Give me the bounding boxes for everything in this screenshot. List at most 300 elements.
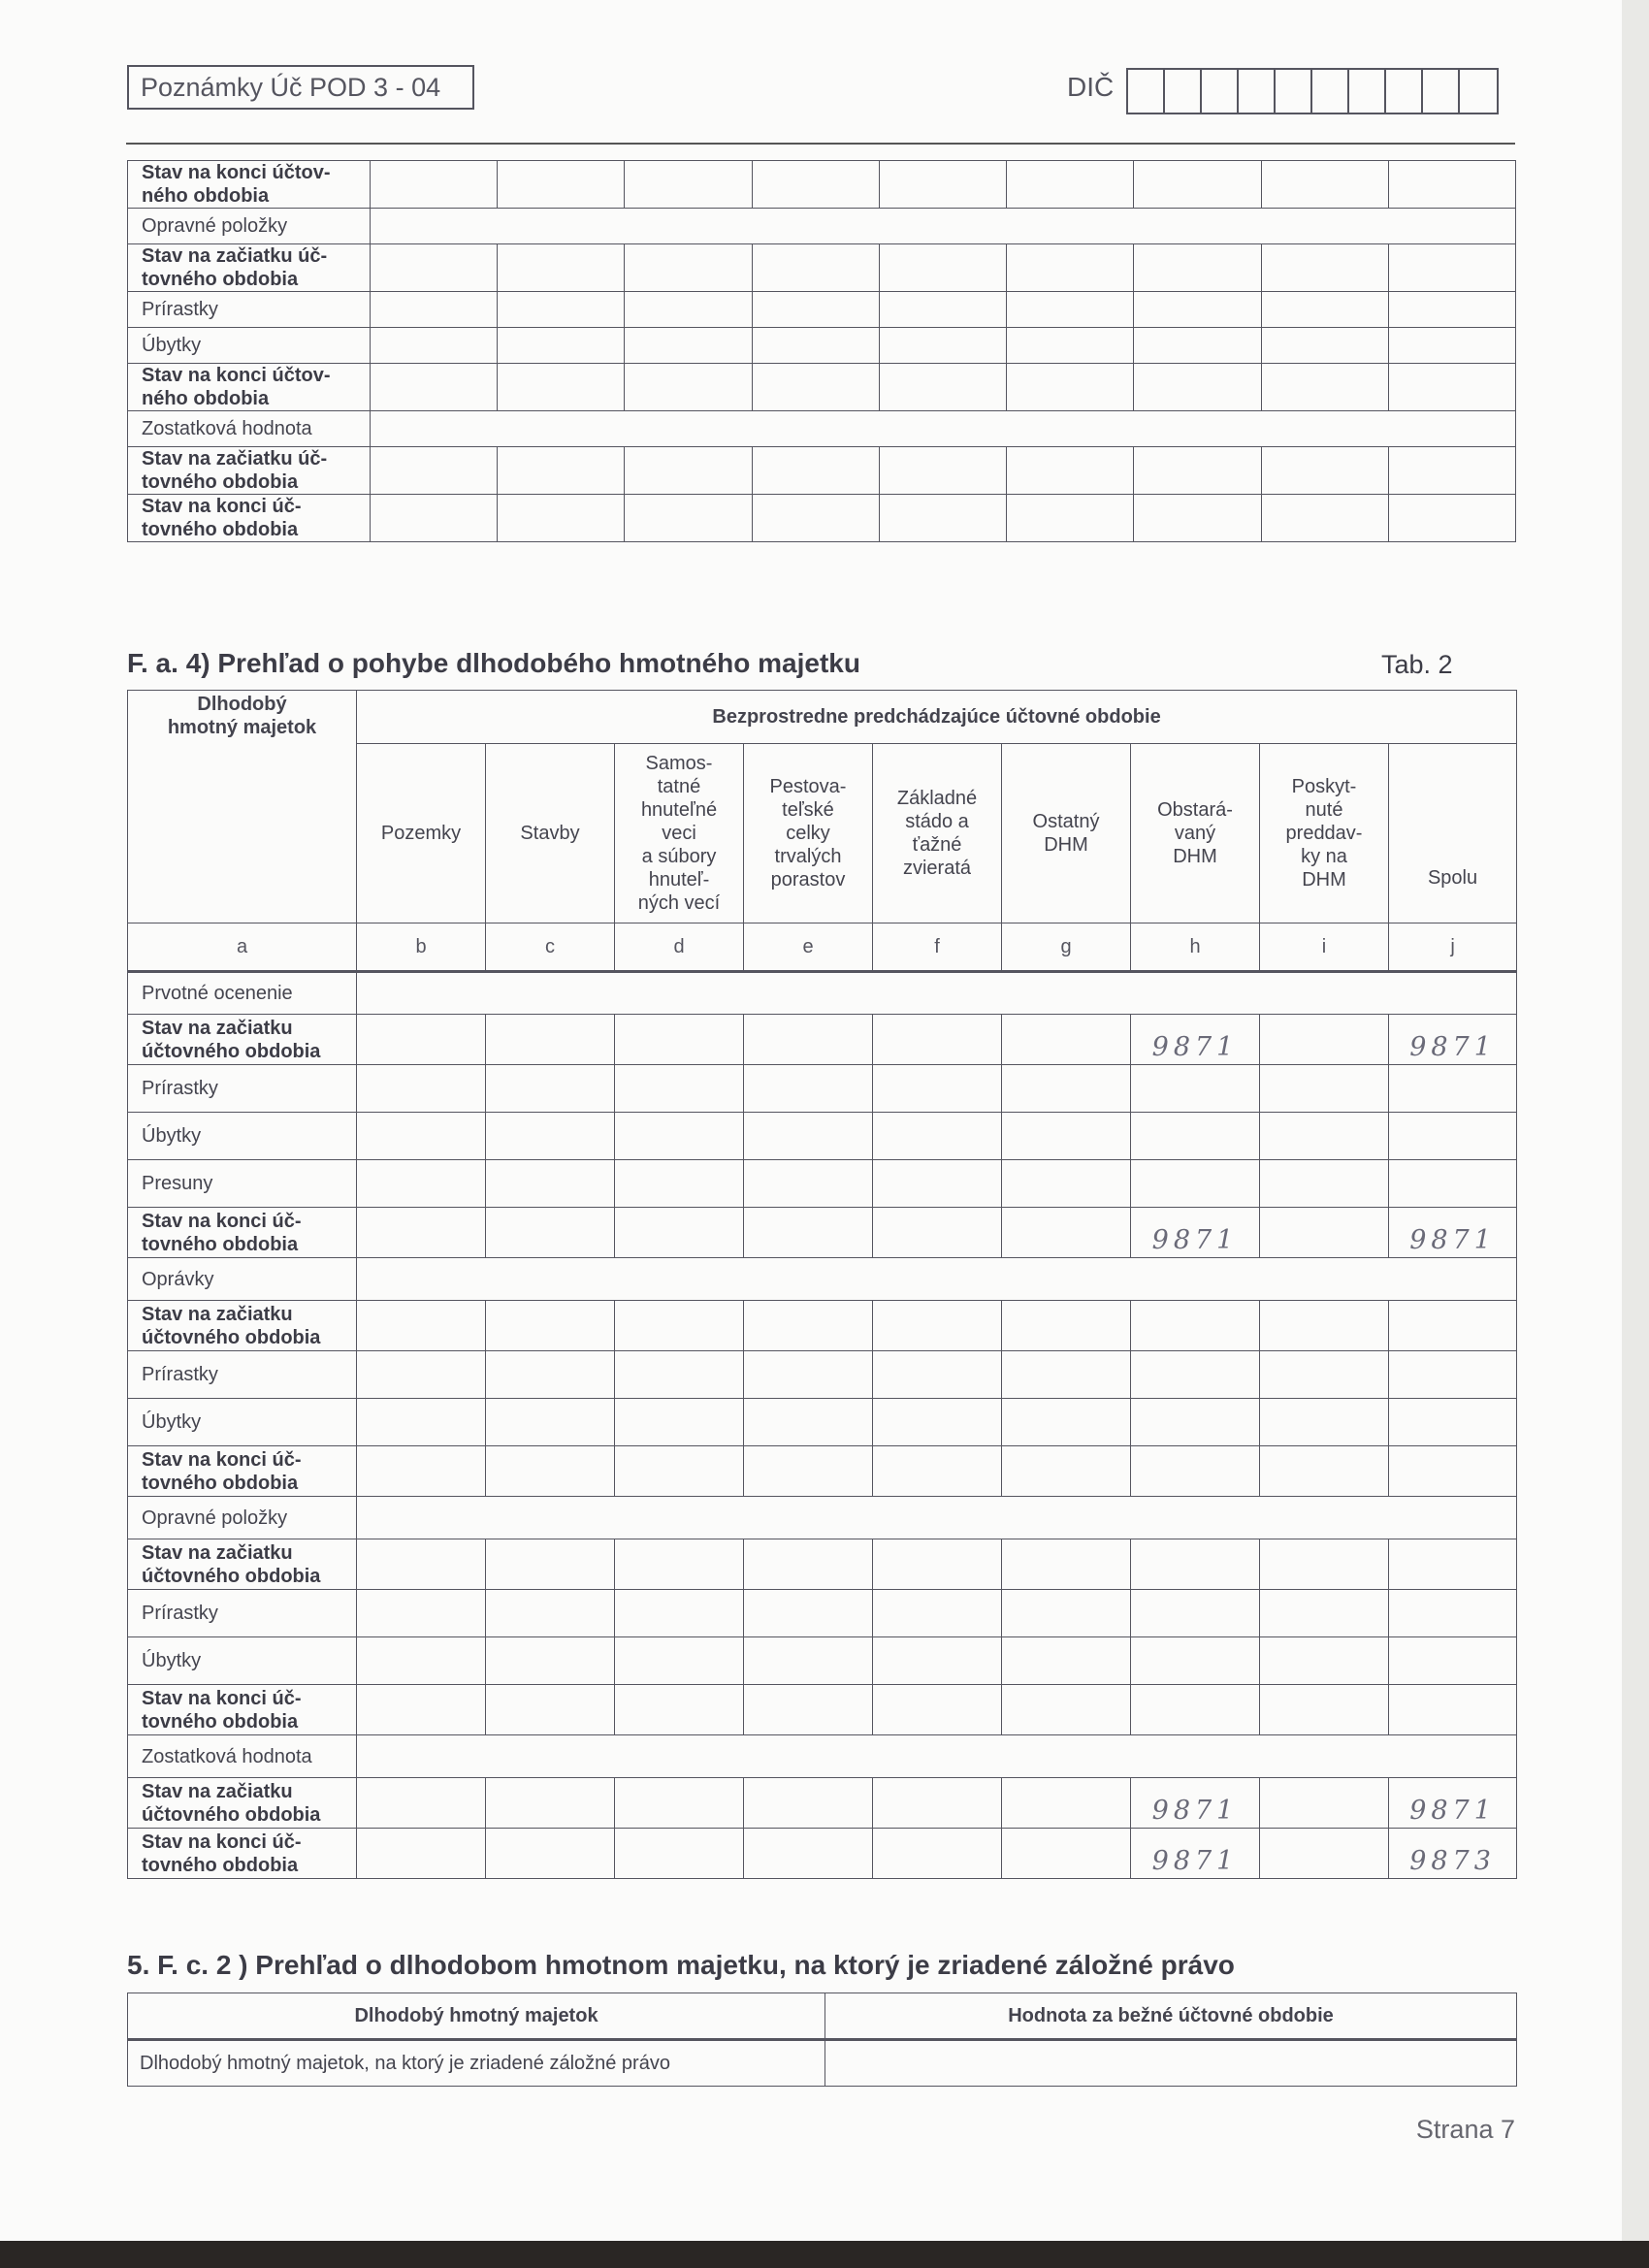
top-table-row: [128, 292, 1516, 328]
value-cell-e[interactable]: [744, 1590, 873, 1637]
value-cell-d[interactable]: [615, 1065, 744, 1113]
value-cell-d[interactable]: [615, 1399, 744, 1446]
column-letter: j: [1389, 923, 1517, 972]
value-cell[interactable]: [625, 161, 752, 209]
row-label: Stav na konci úč- tovného obdobia: [128, 1685, 357, 1735]
value-cell-j[interactable]: [1389, 1160, 1517, 1208]
section-spacer: [371, 209, 1516, 244]
top-table-row: [128, 244, 1516, 292]
value-cell-b[interactable]: [357, 1539, 486, 1590]
value-cell[interactable]: [625, 328, 752, 364]
value-cell-c[interactable]: [486, 1399, 615, 1446]
dic-digit-box[interactable]: [1460, 70, 1497, 113]
scan-bottom-edge: [0, 2241, 1649, 2268]
value-cell-j[interactable]: 9873: [1389, 1829, 1517, 1879]
value-cell-j[interactable]: [1389, 1351, 1517, 1399]
row-label: Úbytky: [128, 1113, 357, 1160]
value-cell[interactable]: [1388, 447, 1515, 495]
value-cell-e[interactable]: [744, 1685, 873, 1735]
value-cell-b[interactable]: [357, 1351, 486, 1399]
value-cell-c[interactable]: [486, 1351, 615, 1399]
value-cell-h[interactable]: 9871: [1131, 1015, 1260, 1065]
value-cell[interactable]: [1007, 292, 1134, 328]
value-cell-h[interactable]: [1131, 1351, 1260, 1399]
column-letter: e: [744, 923, 873, 972]
column-letter: g: [1002, 923, 1131, 972]
value-cell[interactable]: [1388, 244, 1515, 292]
value-cell[interactable]: [752, 364, 879, 411]
value-cell-i[interactable]: [1260, 1446, 1389, 1497]
value-cell[interactable]: [1261, 364, 1388, 411]
value-cell[interactable]: [1007, 161, 1134, 209]
row-label: Stav na začiatku úč- tovného obdobia: [128, 447, 371, 495]
value-cell-h[interactable]: 9871: [1131, 1208, 1260, 1258]
value-cell-g[interactable]: [1002, 1301, 1131, 1351]
dic-digit-box[interactable]: [1276, 70, 1312, 113]
row-label: Prírastky: [128, 1590, 357, 1637]
value-cell-j[interactable]: [1389, 1446, 1517, 1497]
value-cell-g[interactable]: [1002, 1351, 1131, 1399]
value-cell-d[interactable]: [615, 1778, 744, 1829]
tab2-row: [128, 1065, 1517, 1113]
tab5-col1-header: Dlhodobý hmotný majetok: [128, 1993, 825, 2040]
column-header: Stavby: [486, 744, 615, 923]
value-cell-h[interactable]: [1131, 1065, 1260, 1113]
value-cell-d[interactable]: [615, 1446, 744, 1497]
value-cell-i[interactable]: [1260, 1539, 1389, 1590]
tab2-row: [128, 1208, 1517, 1258]
value-cell[interactable]: [752, 447, 879, 495]
value-cell[interactable]: [371, 292, 498, 328]
value-cell-j[interactable]: 9871: [1389, 1015, 1517, 1065]
value-cell-c[interactable]: [486, 1160, 615, 1208]
value-cell[interactable]: [1007, 447, 1134, 495]
value-cell-f[interactable]: [873, 1301, 1002, 1351]
value-cell[interactable]: [371, 364, 498, 411]
value-cell[interactable]: [1388, 292, 1515, 328]
row-label: Úbytky: [128, 1637, 357, 1685]
value-cell-b[interactable]: [357, 1685, 486, 1735]
value-cell-h[interactable]: [1131, 1160, 1260, 1208]
value-cell[interactable]: [1134, 244, 1261, 292]
section-spacer: [371, 411, 1516, 447]
dic-digit-box[interactable]: [1165, 70, 1202, 113]
top-table-row: [128, 447, 1516, 495]
value-cell[interactable]: [1134, 447, 1261, 495]
value-cell-b[interactable]: [357, 1160, 486, 1208]
column-letter: f: [873, 923, 1002, 972]
value-cell-i[interactable]: [1260, 1015, 1389, 1065]
row-label: Presuny: [128, 1160, 357, 1208]
value-cell-f[interactable]: [873, 1399, 1002, 1446]
value-cell-i[interactable]: [1260, 1778, 1389, 1829]
row-label: Prírastky: [128, 1351, 357, 1399]
value-cell[interactable]: [371, 447, 498, 495]
value-cell[interactable]: [371, 328, 498, 364]
value-cell-d[interactable]: [615, 1351, 744, 1399]
value-cell-f[interactable]: [873, 1539, 1002, 1590]
top-table-row: [128, 328, 1516, 364]
tab5-row-value[interactable]: [825, 2040, 1517, 2087]
tab2-row: [128, 1590, 1517, 1637]
row-label: Zostatková hodnota: [128, 1735, 357, 1778]
value-cell-j[interactable]: [1389, 1590, 1517, 1637]
value-cell-b[interactable]: [357, 1637, 486, 1685]
tab2-row: [128, 1778, 1517, 1829]
value-cell-b[interactable]: [357, 1015, 486, 1065]
value-cell[interactable]: [498, 495, 625, 542]
top-table-row: [128, 209, 1516, 244]
value-cell-c[interactable]: [486, 1829, 615, 1879]
value-cell-j[interactable]: [1389, 1065, 1517, 1113]
value-cell-e[interactable]: [744, 1160, 873, 1208]
value-cell-g[interactable]: [1002, 1160, 1131, 1208]
value-cell-f[interactable]: [873, 1637, 1002, 1685]
dic-digit-box[interactable]: [1386, 70, 1423, 113]
value-cell-e[interactable]: [744, 1829, 873, 1879]
tab2-row: [128, 1446, 1517, 1497]
value-cell[interactable]: [498, 161, 625, 209]
corner-header: [128, 691, 357, 923]
value-cell-e[interactable]: [744, 1351, 873, 1399]
value-cell-h[interactable]: [1131, 1637, 1260, 1685]
value-cell-e[interactable]: [744, 1113, 873, 1160]
row-label: Stav na konci účtov- ného obdobia: [128, 161, 371, 209]
value-cell-d[interactable]: [615, 1637, 744, 1685]
tab2-row: [128, 1301, 1517, 1351]
period-header: Bezprostredne predchádzajúce účtovné obdobie: [357, 691, 1517, 744]
dic-label: DIČ: [1067, 72, 1115, 102]
value-cell-h[interactable]: [1131, 1685, 1260, 1735]
value-cell-b[interactable]: [357, 1590, 486, 1637]
value-cell-e[interactable]: [744, 1446, 873, 1497]
value-cell-i[interactable]: [1260, 1637, 1389, 1685]
value-cell-c[interactable]: [486, 1446, 615, 1497]
value-cell[interactable]: [498, 244, 625, 292]
value-cell-e[interactable]: [744, 1637, 873, 1685]
value-cell-h[interactable]: [1131, 1113, 1260, 1160]
row-label: Stav na konci úč- tovného obdobia: [128, 1829, 357, 1879]
value-cell[interactable]: [1388, 495, 1515, 542]
row-label: Stav na začiatku účtovného obdobia: [128, 1778, 357, 1829]
value-cell-g[interactable]: [1002, 1637, 1131, 1685]
column-header: Samos- tatné hnuteľné veci a súbory hnuteľ- ných vecí: [615, 744, 744, 923]
section-spacer: [357, 1497, 1517, 1539]
value-cell-j[interactable]: [1389, 1685, 1517, 1735]
value-cell-h[interactable]: [1131, 1399, 1260, 1446]
section-spacer: [357, 972, 1517, 1015]
value-cell-f[interactable]: [873, 1351, 1002, 1399]
value-cell-b[interactable]: [357, 1208, 486, 1258]
value-cell[interactable]: [752, 292, 879, 328]
value-cell-c[interactable]: [486, 1590, 615, 1637]
tab2-row: [128, 1258, 1517, 1301]
row-label: Stav na začiatku úč- tovného obdobia: [128, 244, 371, 292]
value-cell-g[interactable]: [1002, 1778, 1131, 1829]
column-letter: c: [486, 923, 615, 972]
value-cell-e[interactable]: [744, 1301, 873, 1351]
value-cell[interactable]: [1261, 292, 1388, 328]
tab2-row: [128, 1497, 1517, 1539]
top-table-row: [128, 364, 1516, 411]
column-header: Základné stádo a ťažné zvieratá: [873, 744, 1002, 923]
row-label: Stav na konci úč- tovného obdobia: [128, 495, 371, 542]
value-cell-i[interactable]: [1260, 1160, 1389, 1208]
value-cell[interactable]: [879, 364, 1006, 411]
value-cell[interactable]: [879, 447, 1006, 495]
value-cell[interactable]: [752, 161, 879, 209]
value-cell-d[interactable]: [615, 1113, 744, 1160]
row-label: Stav na konci účtov- ného obdobia: [128, 364, 371, 411]
value-cell[interactable]: [371, 244, 498, 292]
value-cell[interactable]: [625, 364, 752, 411]
value-cell[interactable]: [1007, 364, 1134, 411]
value-cell[interactable]: [625, 292, 752, 328]
value-cell-h[interactable]: 9871: [1131, 1778, 1260, 1829]
top-table: [127, 160, 1516, 542]
value-cell[interactable]: [1007, 495, 1134, 542]
value-cell[interactable]: [1134, 495, 1261, 542]
form-label-box: [127, 65, 474, 110]
value-cell-f[interactable]: [873, 1590, 1002, 1637]
value-cell-g[interactable]: [1002, 1539, 1131, 1590]
tab2-row: [128, 972, 1517, 1015]
value-cell[interactable]: [1134, 364, 1261, 411]
header-divider: [126, 143, 1515, 145]
value-cell-g[interactable]: [1002, 1685, 1131, 1735]
value-cell[interactable]: [1261, 161, 1388, 209]
value-cell-h[interactable]: [1131, 1446, 1260, 1497]
value-cell-f[interactable]: [873, 1160, 1002, 1208]
tab2-row: [128, 1539, 1517, 1590]
value-cell-c[interactable]: [486, 1539, 615, 1590]
value-cell[interactable]: [752, 495, 879, 542]
column-header: Obstará- vaný DHM: [1131, 744, 1260, 923]
value-cell-d[interactable]: [615, 1685, 744, 1735]
tab2-row: [128, 1399, 1517, 1446]
column-letter: h: [1131, 923, 1260, 972]
value-cell-h[interactable]: [1131, 1590, 1260, 1637]
row-label: Opravné položky: [128, 209, 371, 244]
value-cell-f[interactable]: [873, 1113, 1002, 1160]
value-cell[interactable]: [1261, 244, 1388, 292]
row-label: Prírastky: [128, 292, 371, 328]
value-cell-h[interactable]: 9871: [1131, 1829, 1260, 1879]
value-cell-i[interactable]: [1260, 1065, 1389, 1113]
value-cell-i[interactable]: [1260, 1829, 1389, 1879]
value-cell[interactable]: [498, 292, 625, 328]
value-cell-c[interactable]: [486, 1685, 615, 1735]
dic-digit-box[interactable]: [1239, 70, 1276, 113]
row-label: Prvotné ocenenie: [128, 972, 357, 1015]
value-cell-g[interactable]: [1002, 1113, 1131, 1160]
value-cell-g[interactable]: [1002, 1399, 1131, 1446]
column-letter: a: [128, 923, 357, 972]
value-cell-c[interactable]: [486, 1301, 615, 1351]
value-cell[interactable]: [625, 244, 752, 292]
value-cell[interactable]: [371, 495, 498, 542]
value-cell-f[interactable]: [873, 1685, 1002, 1735]
value-cell-c[interactable]: [486, 1208, 615, 1258]
value-cell-i[interactable]: [1260, 1399, 1389, 1446]
value-cell-j[interactable]: [1389, 1539, 1517, 1590]
value-cell-g[interactable]: [1002, 1208, 1131, 1258]
dic-digit-box[interactable]: [1423, 70, 1460, 113]
value-cell-f[interactable]: [873, 1778, 1002, 1829]
value-cell[interactable]: [625, 495, 752, 542]
value-cell-h[interactable]: [1131, 1539, 1260, 1590]
value-cell-f[interactable]: [873, 1829, 1002, 1879]
value-cell-f[interactable]: [873, 1065, 1002, 1113]
value-cell-e[interactable]: [744, 1539, 873, 1590]
value-cell-i[interactable]: [1260, 1590, 1389, 1637]
value-cell-j[interactable]: [1389, 1113, 1517, 1160]
value-cell[interactable]: [1134, 292, 1261, 328]
value-cell-i[interactable]: [1260, 1685, 1389, 1735]
value-cell[interactable]: [752, 328, 879, 364]
tab2-row: [128, 1829, 1517, 1879]
value-cell-d[interactable]: [615, 1015, 744, 1065]
corner-header-text: Dlhodobý hmotný majetok: [167, 694, 317, 738]
value-cell-i[interactable]: [1260, 1113, 1389, 1160]
value-cell-j[interactable]: 9871: [1389, 1778, 1517, 1829]
value-cell[interactable]: [371, 161, 498, 209]
dic-digit-box[interactable]: [1349, 70, 1386, 113]
value-cell-b[interactable]: [357, 1778, 486, 1829]
tab5-title: 5. F. c. 2 ) Prehľad o dlhodobom hmotnom majetku, na ktorý je zriadené záložné právo: [127, 1950, 1235, 1980]
value-cell[interactable]: [879, 495, 1006, 542]
value-cell[interactable]: [1261, 328, 1388, 364]
value-cell-g[interactable]: [1002, 1446, 1131, 1497]
tab2-label: Tab. 2: [1381, 650, 1453, 679]
value-cell-j[interactable]: 9871: [1389, 1208, 1517, 1258]
value-cell-e[interactable]: [744, 1065, 873, 1113]
row-label: Stav na začiatku účtovného obdobia: [128, 1539, 357, 1590]
tab2-row: [128, 1351, 1517, 1399]
value-cell-d[interactable]: [615, 1160, 744, 1208]
value-cell[interactable]: [1388, 328, 1515, 364]
value-cell[interactable]: [1007, 328, 1134, 364]
tab2-row: [128, 1637, 1517, 1685]
value-cell-d[interactable]: [615, 1829, 744, 1879]
value-cell[interactable]: [752, 244, 879, 292]
column-header: Pozemky: [357, 744, 486, 923]
value-cell-g[interactable]: [1002, 1065, 1131, 1113]
value-cell-e[interactable]: [744, 1208, 873, 1258]
value-cell-i[interactable]: [1260, 1208, 1389, 1258]
value-cell-f[interactable]: [873, 1446, 1002, 1497]
tab2-title: F. a. 4) Prehľad o pohybe dlhodobého hmotného majetku: [127, 648, 860, 678]
form-label: Poznámky Úč POD 3 - 04: [141, 72, 441, 102]
tab2-row: [128, 1685, 1517, 1735]
value-cell-c[interactable]: [486, 1778, 615, 1829]
value-cell[interactable]: [1261, 447, 1388, 495]
row-label: Úbytky: [128, 1399, 357, 1446]
row-label: Úbytky: [128, 328, 371, 364]
value-cell[interactable]: [1261, 495, 1388, 542]
column-header: Poskyt- nuté preddav- ky na DHM: [1260, 744, 1389, 923]
value-cell-i[interactable]: [1260, 1301, 1389, 1351]
column-header: Pestova- teľské celky trvalých porastov: [744, 744, 873, 923]
row-label: Opravné položky: [128, 1497, 357, 1539]
value-cell-c[interactable]: [486, 1015, 615, 1065]
value-cell-f[interactable]: [873, 1208, 1002, 1258]
value-cell-d[interactable]: [615, 1208, 744, 1258]
value-cell-g[interactable]: [1002, 1015, 1131, 1065]
value-cell-d[interactable]: [615, 1539, 744, 1590]
value-cell[interactable]: [625, 447, 752, 495]
value-cell[interactable]: [498, 328, 625, 364]
dic-digit-box[interactable]: [1128, 70, 1165, 113]
value-cell-g[interactable]: [1002, 1829, 1131, 1879]
value-cell-c[interactable]: [486, 1065, 615, 1113]
column-letter: i: [1260, 923, 1389, 972]
value-cell[interactable]: [1134, 328, 1261, 364]
top-table-row: [128, 495, 1516, 542]
top-table-row: [128, 411, 1516, 447]
value-cell-c[interactable]: [486, 1113, 615, 1160]
value-cell-e[interactable]: [744, 1399, 873, 1446]
dic-input-boxes[interactable]: [1126, 68, 1499, 114]
value-cell-c[interactable]: [486, 1637, 615, 1685]
value-cell-g[interactable]: [1002, 1590, 1131, 1637]
value-cell[interactable]: [879, 328, 1006, 364]
value-cell-b[interactable]: [357, 1301, 486, 1351]
value-cell-h[interactable]: [1131, 1301, 1260, 1351]
dic-digit-box[interactable]: [1312, 70, 1349, 113]
value-cell-e[interactable]: [744, 1015, 873, 1065]
value-cell-j[interactable]: [1389, 1399, 1517, 1446]
value-cell-j[interactable]: [1389, 1301, 1517, 1351]
top-table-row: [128, 161, 1516, 209]
value-cell-f[interactable]: [873, 1015, 1002, 1065]
value-cell-e[interactable]: [744, 1778, 873, 1829]
section-spacer: [357, 1735, 1517, 1778]
value-cell[interactable]: [1007, 244, 1134, 292]
column-letter: b: [357, 923, 486, 972]
tab5-row-label: Dlhodobý hmotný majetok, na ktorý je zriadené záložné právo: [128, 2040, 825, 2087]
value-cell-i[interactable]: [1260, 1351, 1389, 1399]
value-cell-b[interactable]: [357, 1113, 486, 1160]
tab2-table: [127, 690, 1517, 1879]
value-cell-d[interactable]: [615, 1590, 744, 1637]
value-cell[interactable]: [498, 447, 625, 495]
dic-digit-box[interactable]: [1202, 70, 1239, 113]
row-label: Zostatková hodnota: [128, 411, 371, 447]
value-cell-b[interactable]: [357, 1065, 486, 1113]
value-cell[interactable]: [1134, 161, 1261, 209]
row-label: Stav na začiatku účtovného obdobia: [128, 1301, 357, 1351]
column-header: Ostatný DHM: [1002, 744, 1131, 923]
tab2-row: [128, 1015, 1517, 1065]
value-cell-b[interactable]: [357, 1446, 486, 1497]
value-cell[interactable]: [879, 161, 1006, 209]
tab2-row: [128, 1113, 1517, 1160]
value-cell[interactable]: [1388, 364, 1515, 411]
value-cell-b[interactable]: [357, 1399, 486, 1446]
tab5-table: [127, 1993, 1517, 2087]
value-cell-j[interactable]: [1389, 1637, 1517, 1685]
value-cell[interactable]: [1388, 161, 1515, 209]
tab2-row: [128, 1160, 1517, 1208]
value-cell[interactable]: [879, 244, 1006, 292]
value-cell-b[interactable]: [357, 1829, 486, 1879]
scan-edge: [1622, 0, 1649, 2241]
value-cell[interactable]: [879, 292, 1006, 328]
value-cell-d[interactable]: [615, 1301, 744, 1351]
value-cell[interactable]: [498, 364, 625, 411]
column-letter: d: [615, 923, 744, 972]
